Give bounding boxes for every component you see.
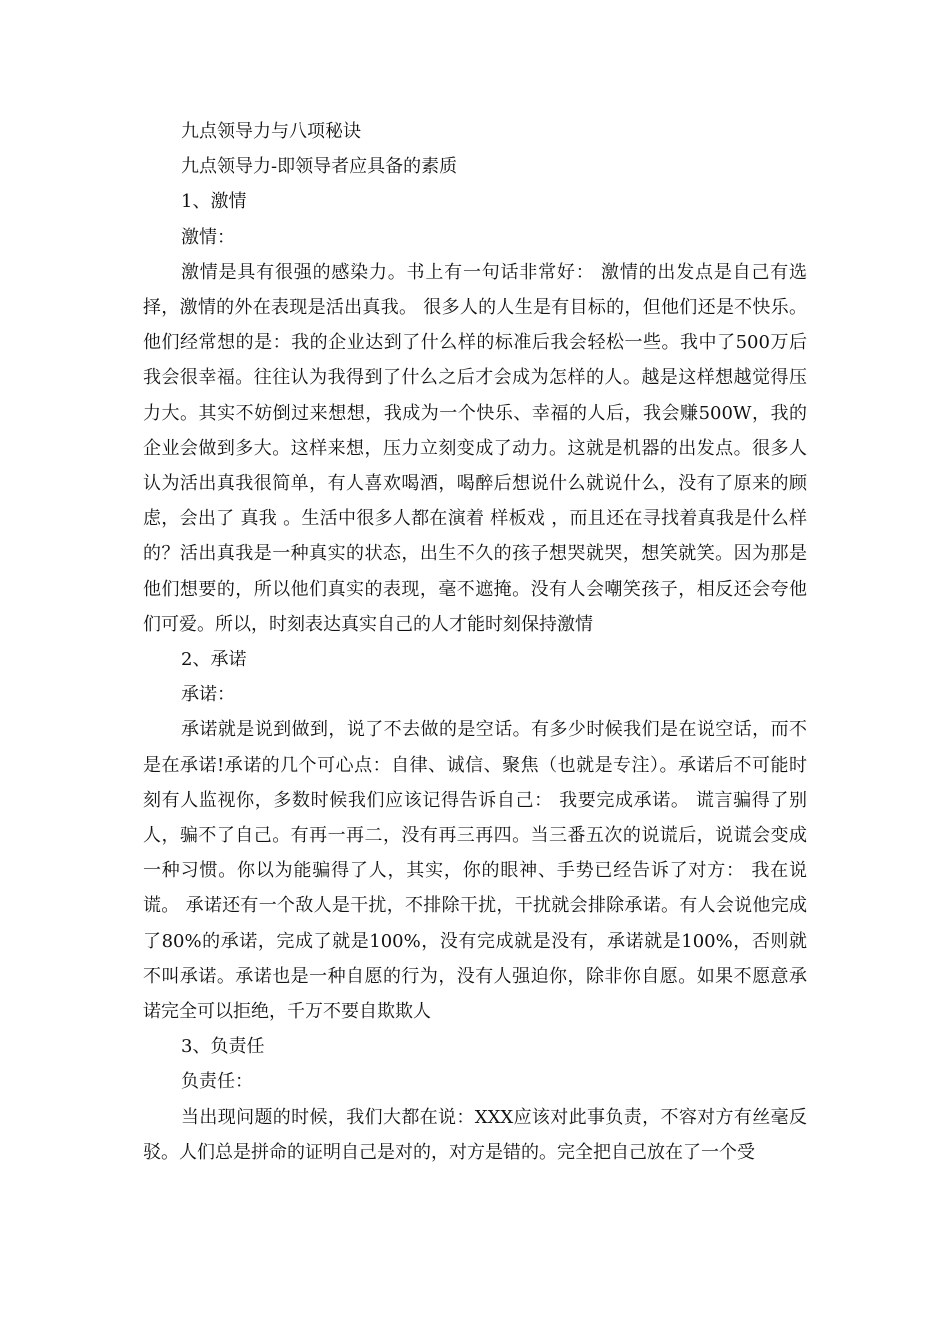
section-label-responsibility: 负责任： [181,1071,253,1093]
section-body-passion: 激情是具有很强的感染力。书上有一句话非常好： 激情的出发点是自己有选择，激情的外在表现是活出真我。 很多人的人生是有目标的，但他们还是不快乐。他们经常想的是：我的企业达到了什么样的标准后我会轻松一些。我中了500万后我会很幸福。往往认为我得到了什么之后才会成为怎样的人。越是这样想越觉得压力大。其实不妨倒过来想想，我成为一个快乐、幸福的人后，我会赚500W，我的企业会做到多大。这样来想，压力立刻变成了动力。这就是机器的出发点。很多人认为活出真我很简单，有人喜欢喝酒，喝醉后想说什么就说什么，没有了原来的顾虑，会出了 真我 。生活中很多人都在演着 样板戏 ，而且还在寻找着真我是什么样的？活出真我是一种真实的状态，出生不久的孩子想哭就哭，想笑就笑。因为那是他们想要的，所以他们真实的表现，毫不遮掩。没有人会嘲笑孩子，相反还会夸他们可爱。所以，时刻表达真实自己的人才能时刻保持激情 [143,261,807,635]
section-label-passion: 激情： [181,226,235,248]
section-heading-responsibility: 3、负责任 [181,1036,265,1058]
document-subtitle: 九点领导力-即领导者应具备的素质 [181,156,458,178]
document-title: 九点领导力与八项秘诀 [181,121,361,142]
section-heading-passion: 1、激情 [181,191,247,213]
section-heading-commitment: 2、承诺 [181,649,247,671]
section-body-responsibility: 当出现问题的时候，我们大都在说：XXX应该对此事负责，不容对方有丝毫反驳。人们总是拼命的证明自己是对的，对方是错的。完全把自己放在了一个受 [143,1106,807,1163]
section-body-commitment: 承诺就是说到做到，说了不去做的是空话。有多少时候我们是在说空话，而不是在承诺!承诺的几个可心点：自律、诚信、聚焦（也就是专注）。承诺后不可能时刻有人监视你，多数时候我们应该记得告诉自己： 我要完成承诺。 谎言骗得了别人，骗不了自己。有再一再二，没有再三再四。当三番五次的说谎后，说谎会变成一种习惯。你以为能骗得了人，其实，你的眼神、手势已经告诉了对方： 我在说谎。 承诺还有一个敌人是干扰，不排除干扰，干扰就会排除承诺。有人会说他完成了80%的承诺，完成了就是100%，没有完成就是没有，承诺就是100%，否则就不叫承诺。承诺也是一种自愿的行为，没有人强迫你，除非你自愿。如果不愿意承诺完全可以拒绝，千万不要自欺欺人 [143,719,807,1023]
document-content [143,114,807,1170]
section-label-commitment: 承诺： [181,684,235,706]
